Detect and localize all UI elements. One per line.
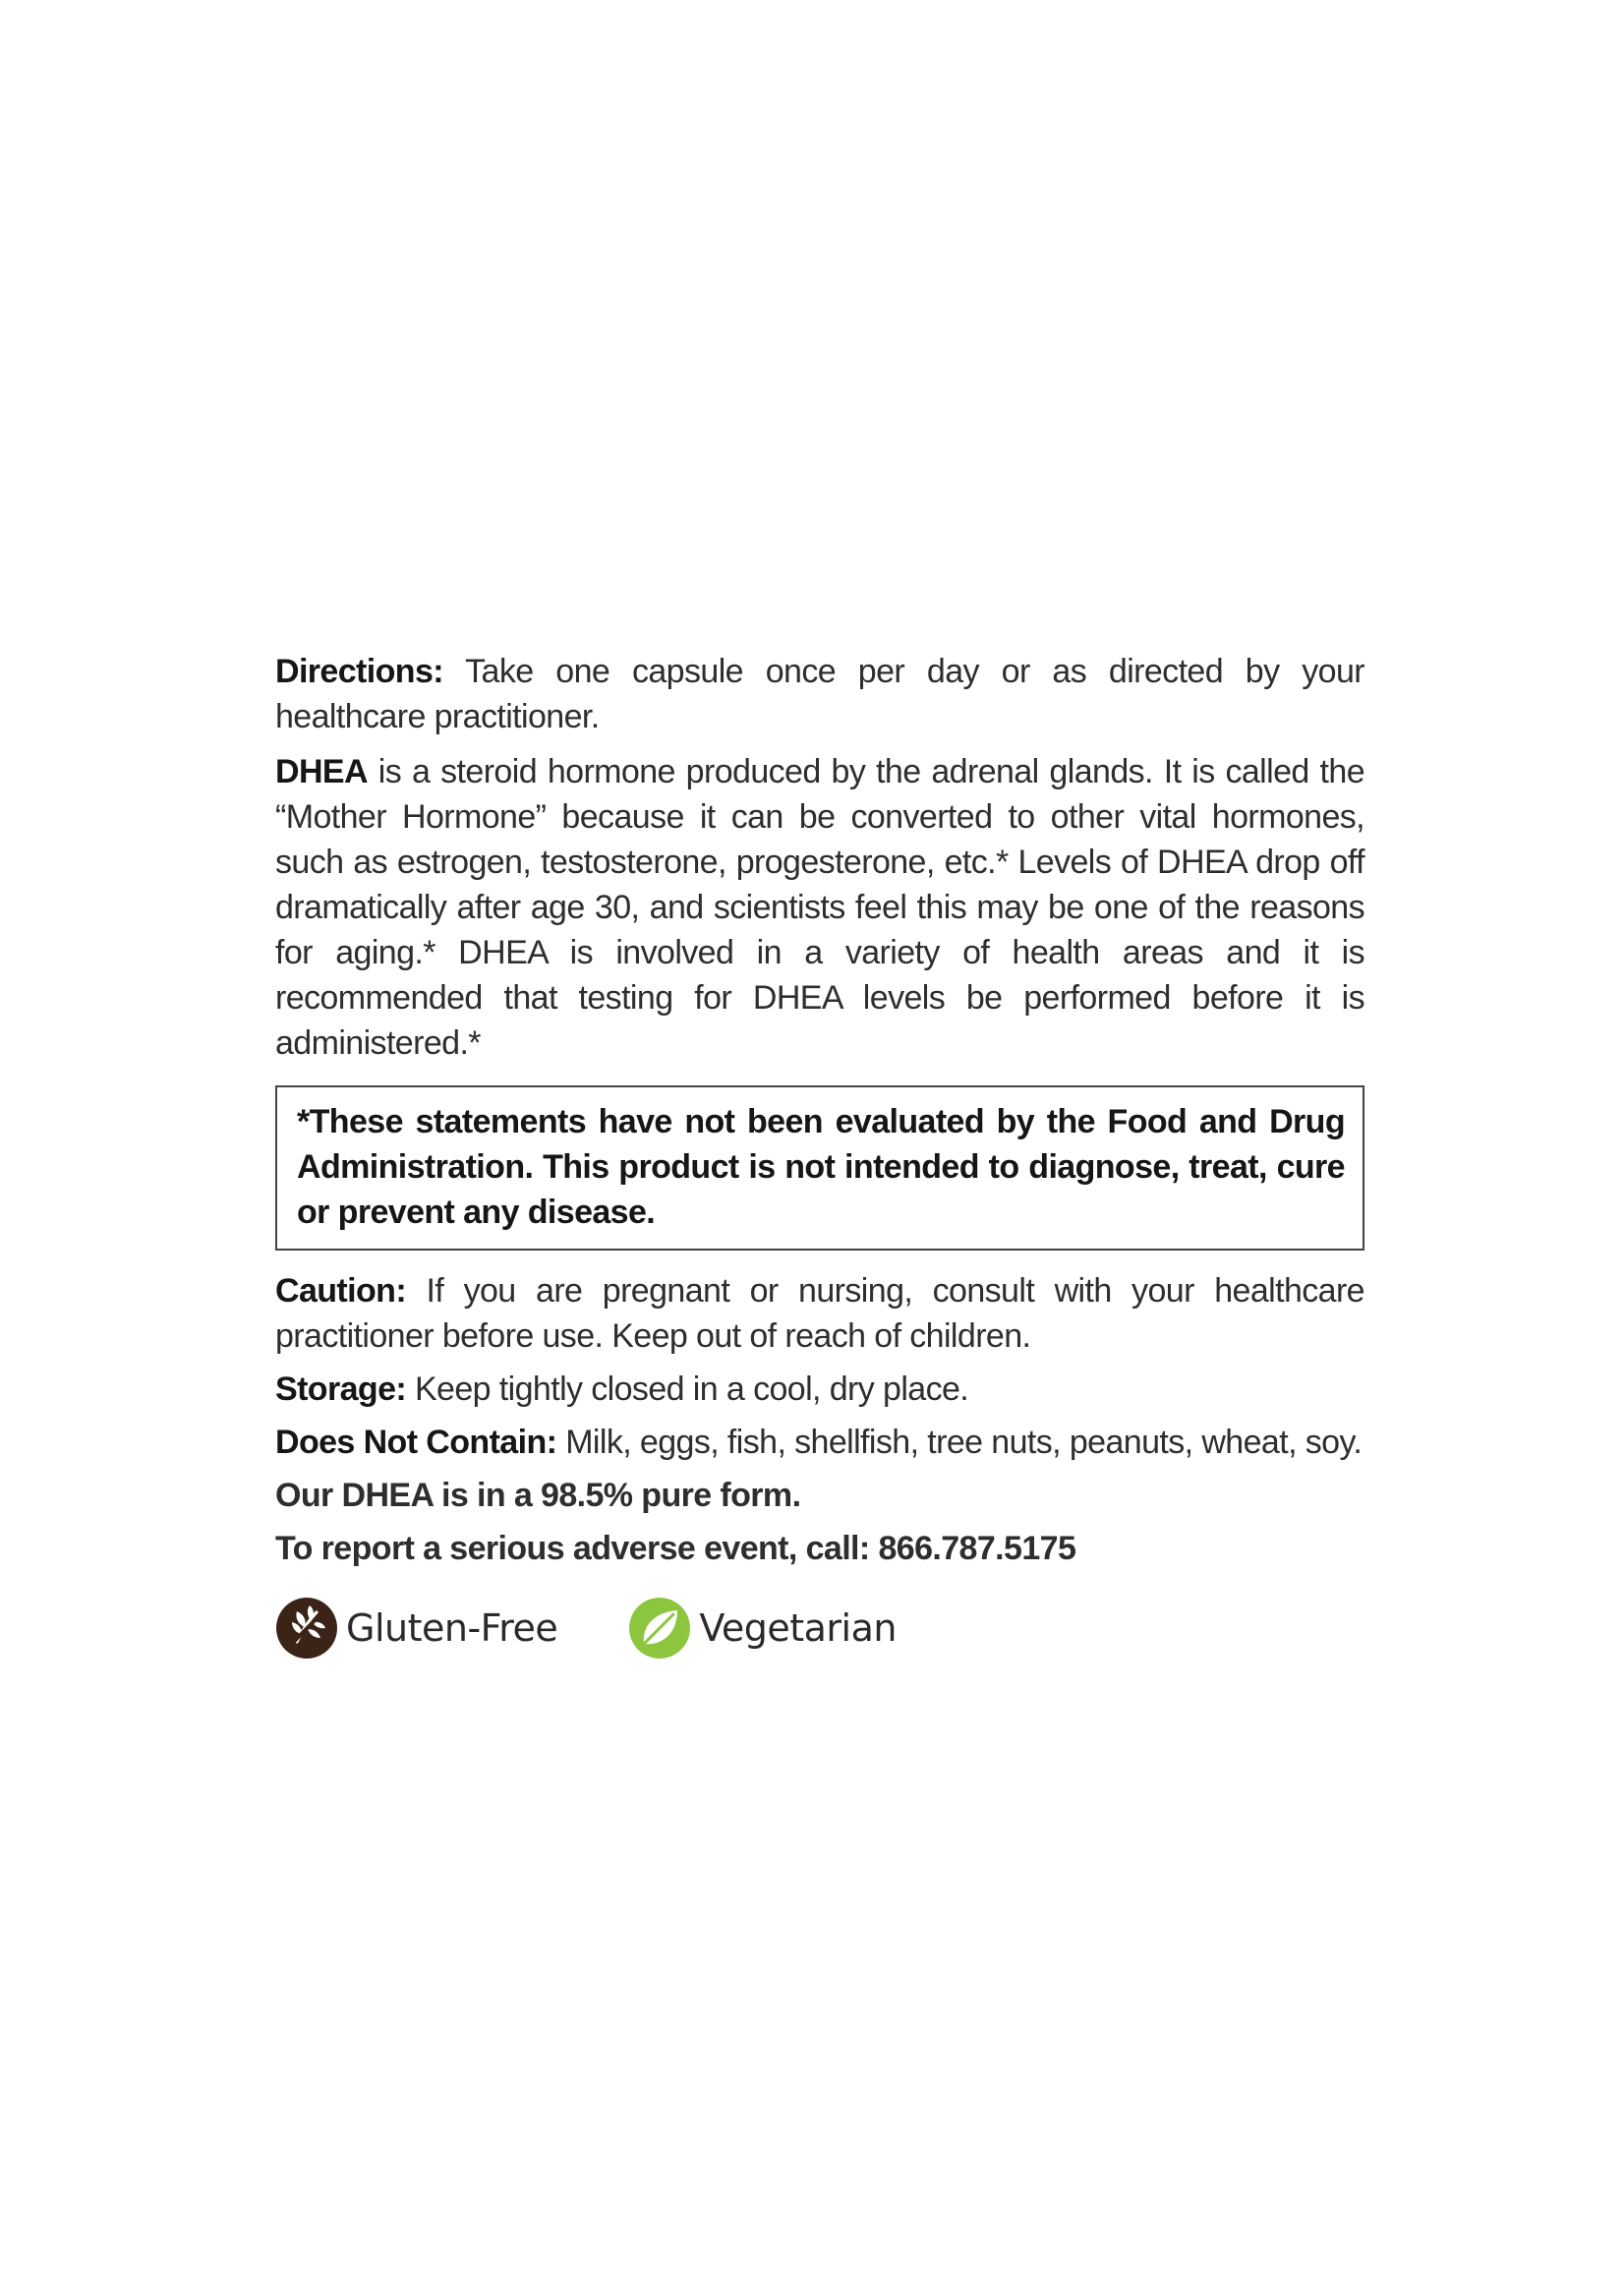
badge-row <box>275 1597 1364 1660</box>
caution-paragraph <box>275 1268 1364 1359</box>
directions-paragraph <box>275 649 1364 739</box>
storage-text: Keep tightly closed in a cool, dry place. <box>406 1370 969 1408</box>
supplement-label <box>275 649 1364 1660</box>
allergens-label: Does Not Contain: <box>275 1424 557 1461</box>
directions-label: Directions: <box>275 653 443 690</box>
storage-line <box>275 1367 1364 1412</box>
fda-disclaimer-box: *These statements have not been evaluated by the Food and Drug Administration. This product is not intended to diagnose, treat, cure or prevent any disease. <box>275 1085 1364 1251</box>
caution-text: If you are pregnant or nursing, consult with your healthcare practitioner before use. Keep out of reach of children. <box>275 1272 1364 1355</box>
allergens-line <box>275 1420 1364 1465</box>
vegetarian-label: Vegetarian <box>699 1606 897 1650</box>
gluten-free-badge <box>275 1597 557 1660</box>
caution-label: Caution: <box>275 1272 407 1310</box>
wheat-crossed-icon <box>275 1597 338 1660</box>
leaf-icon <box>628 1597 691 1660</box>
about-dhea-label: DHEA <box>275 753 368 790</box>
vegetarian-badge <box>628 1597 897 1660</box>
gluten-free-label: Gluten-Free <box>346 1606 558 1650</box>
storage-label: Storage: <box>275 1370 407 1408</box>
adverse-event-line: To report a serious adverse event, call: 866.787.5175 <box>275 1530 1076 1567</box>
about-dhea-paragraph <box>275 749 1364 1066</box>
about-dhea-text: is a steroid hormone produced by the adrenal glands. It is called the “Mother Hormone” because it can be converted to other vital hormones, such as estrogen, testosterone, progesterone, etc.* Levels of DHEA drop off dramatically after age 30, and scientists feel this may be one of the reasons for aging.* DHEA is involved in a variety of health areas and it is recommended that testing for DHEA levels be performed before it is administered.* <box>275 753 1364 1062</box>
directions-text: Take one capsule once per day or as directed by your healthcare practitioner. <box>275 653 1364 735</box>
purity-statement: Our DHEA is in a 98.5% pure form. <box>275 1477 801 1514</box>
allergens-text: Milk, eggs, fish, shellfish, tree nuts, peanuts, wheat, soy. <box>556 1424 1363 1461</box>
